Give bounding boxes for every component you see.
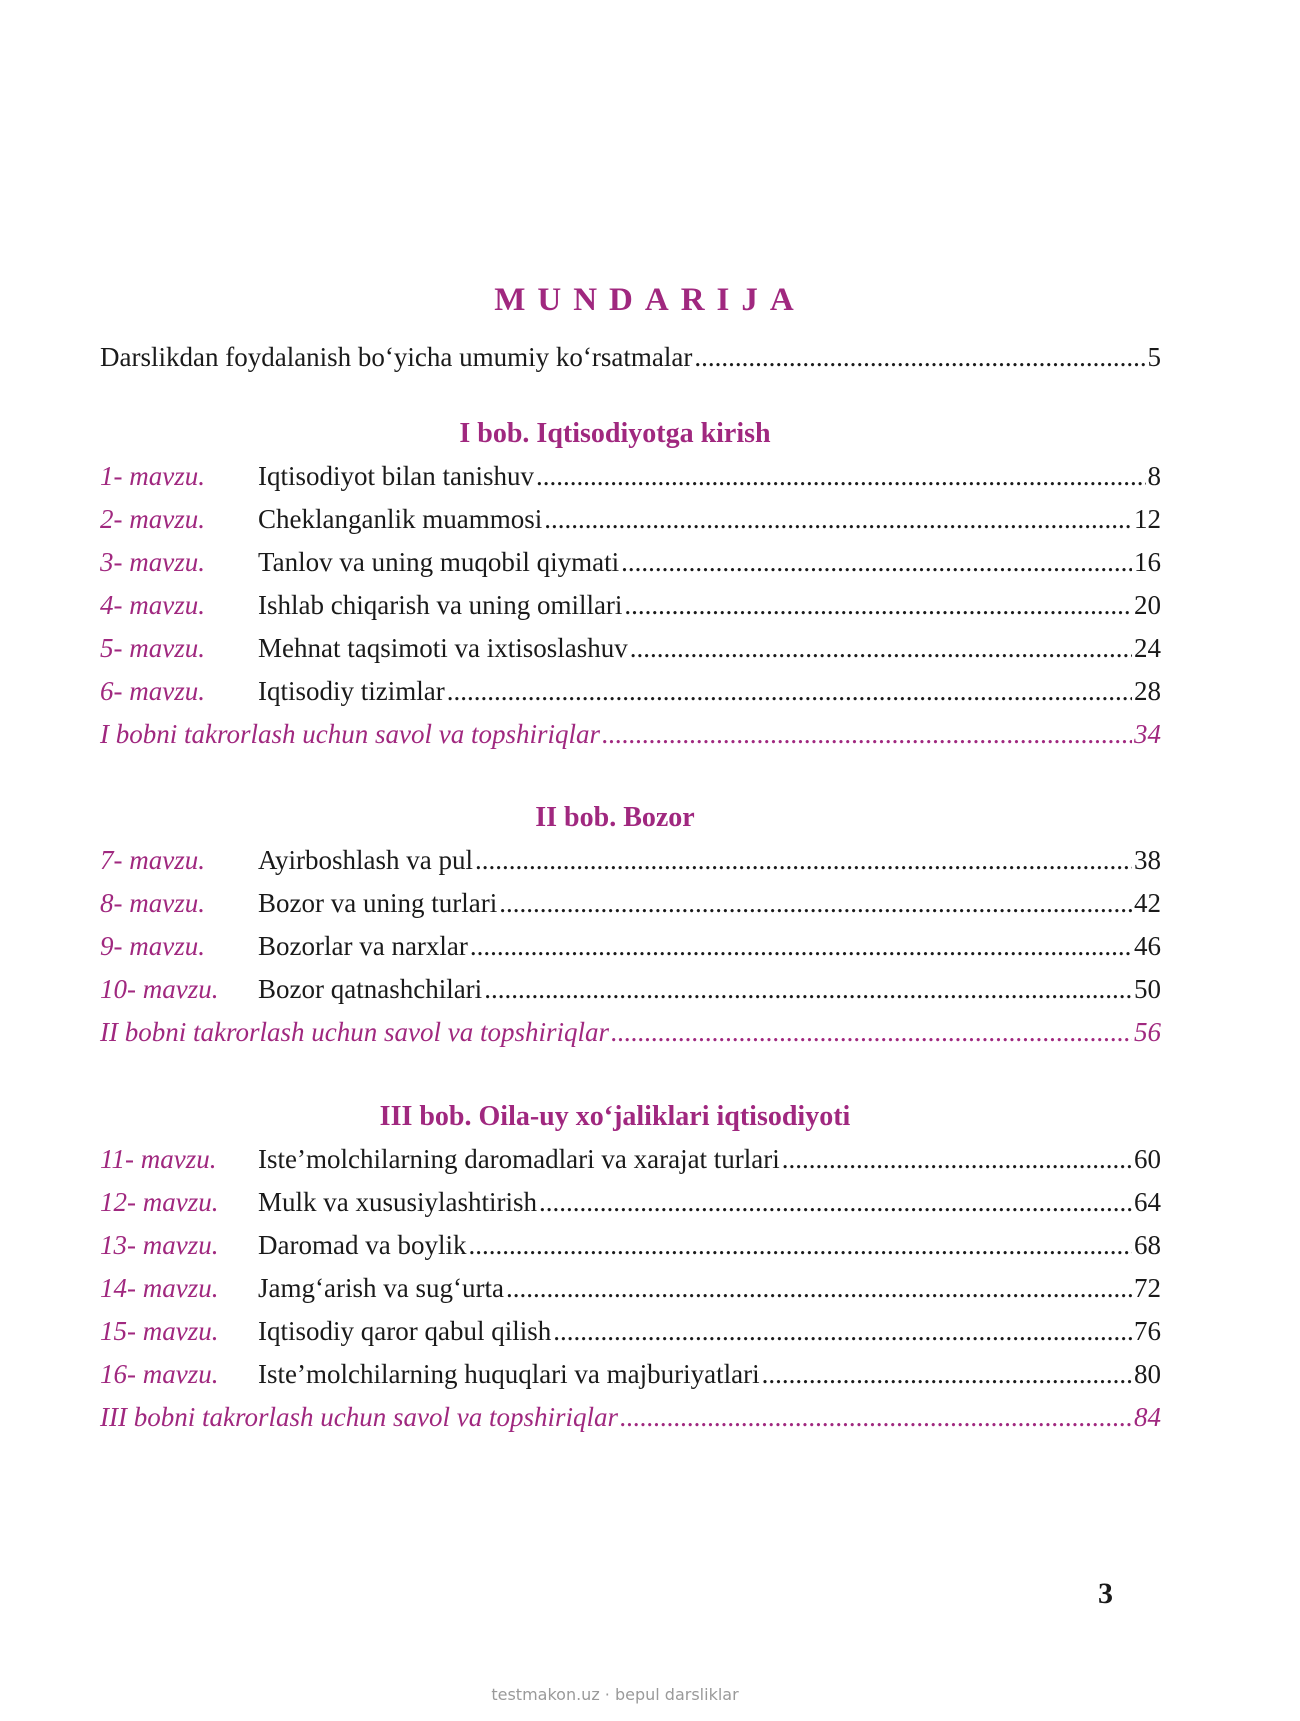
leader-dots (506, 1271, 1132, 1305)
topic-number: 8- mavzu. (100, 888, 205, 918)
leader-dots (620, 1400, 1132, 1434)
topic-number: 11- mavzu. (100, 1144, 217, 1174)
leader-dots (484, 972, 1132, 1006)
toc-intro-page: 5 (1147, 342, 1161, 372)
topic-title: Iqtisodiy tizimlar (258, 676, 445, 706)
topic-page: 60 (1134, 1144, 1161, 1174)
footer-watermark: testmakon.uz · bepul darsliklar (491, 1685, 739, 1704)
leader-dots (499, 886, 1132, 920)
leader-dots (694, 340, 1145, 374)
leader-dots (611, 1015, 1132, 1049)
toc-topic (100, 1185, 1161, 1219)
toc-topic (100, 1228, 1161, 1262)
chapter-heading-3: III bob. Oila-uy xo‘jaliklari iqtisodiyoti (379, 1101, 851, 1132)
toc-topic (100, 1142, 1161, 1176)
topic-page: 20 (1134, 590, 1161, 620)
topic-number: 16- mavzu. (100, 1359, 219, 1389)
topic-title: Cheklanganlik muammosi (258, 504, 543, 534)
toc-topic (100, 545, 1161, 579)
leader-dots (468, 1228, 1132, 1262)
leader-dots (621, 545, 1132, 579)
leader-dots (624, 588, 1132, 622)
toc-topic (100, 1357, 1161, 1391)
topic-number: 14- mavzu. (100, 1273, 219, 1303)
topic-title: Iqtisodiyot bilan tanishuv (258, 461, 534, 491)
topic-title: Bozor qatnashchilari (258, 974, 483, 1004)
review-page: 56 (1134, 1017, 1161, 1047)
leader-dots (762, 1357, 1132, 1391)
topic-title: Iqtisodiy qaror qabul qilish (258, 1316, 552, 1346)
review-title: III bobni takrorlash uchun savol va topshiriqlar (100, 1402, 618, 1432)
topic-page: 76 (1134, 1316, 1161, 1346)
toc-topic (100, 1314, 1161, 1348)
review-page: 84 (1134, 1402, 1161, 1432)
toc-topic (100, 588, 1161, 622)
topic-title: Ishlab chiqarish va uning omillari (258, 590, 623, 620)
toc-review (100, 717, 1161, 751)
toc-topic (100, 674, 1161, 708)
toc-topic (100, 972, 1161, 1006)
topic-title: Iste’molchilarning huquqlari va majburiyatlari (258, 1359, 760, 1389)
topic-title: Iste’molchilarning daromadlari va xarajat turlari (258, 1144, 780, 1174)
toc-review (100, 1400, 1161, 1434)
topic-page: 72 (1134, 1273, 1161, 1303)
topic-page: 64 (1134, 1187, 1161, 1217)
review-title: I bobni takrorlash uchun savol va topshiriqlar (100, 719, 600, 749)
topic-number: 10- mavzu. (100, 974, 219, 1004)
topic-page: 46 (1134, 931, 1161, 961)
topic-page: 80 (1134, 1359, 1161, 1389)
topic-number: 15- mavzu. (100, 1316, 219, 1346)
leader-dots (782, 1142, 1132, 1176)
leader-dots (475, 843, 1132, 877)
leader-dots (630, 631, 1132, 665)
topic-title: Mehnat taqsimoti va ixtisoslashuv (258, 633, 628, 663)
topic-page: 42 (1134, 888, 1161, 918)
topic-title: Jamg‘arish va sug‘urta (258, 1273, 504, 1303)
toc-topic (100, 886, 1161, 920)
toc-topic (100, 459, 1161, 493)
topic-page: 16 (1134, 547, 1161, 577)
topic-number: 13- mavzu. (100, 1230, 219, 1260)
leader-dots (602, 717, 1132, 751)
toc-topic (100, 1271, 1161, 1305)
chapter-heading-1: I bob. Iqtisodiyotga kirish (459, 418, 771, 449)
toc-intro-text: Darslikdan foydalanish bo‘yicha umumiy ko‘rsatmalar (100, 342, 693, 372)
leader-dots (536, 459, 1146, 493)
topic-number: 3- mavzu. (100, 547, 205, 577)
topic-title: Tanlov va uning muqobil qiymati (258, 547, 620, 577)
leader-dots (447, 674, 1132, 708)
chapter-heading-2: II bob. Bozor (535, 802, 695, 833)
toc-topic (100, 929, 1161, 963)
topic-number: 5- mavzu. (100, 633, 205, 663)
topic-title: Mulk va xususiylashtirish (258, 1187, 538, 1217)
review-title: II bobni takrorlash uchun savol va topshiriqlar (100, 1017, 609, 1047)
toc-topic (100, 843, 1161, 877)
review-page: 34 (1134, 719, 1161, 749)
toc-topic (100, 631, 1161, 665)
toc-review (100, 1015, 1161, 1049)
topic-title: Ayirboshlash va pul (258, 845, 473, 875)
page-title: MUNDARIJA (494, 282, 806, 318)
topic-number: 7- mavzu. (100, 845, 205, 875)
leader-dots (470, 929, 1132, 963)
topic-title: Bozor va uning turlari (258, 888, 498, 918)
topic-number: 12- mavzu. (100, 1187, 219, 1217)
page-number: 3 (1098, 1577, 1113, 1610)
topic-title: Bozorlar va narxlar (258, 931, 468, 961)
topic-page: 24 (1134, 633, 1161, 663)
topic-page: 38 (1134, 845, 1161, 875)
topic-page: 50 (1134, 974, 1161, 1004)
topic-page: 68 (1134, 1230, 1161, 1260)
topic-number: 6- mavzu. (100, 676, 205, 706)
topic-page: 8 (1147, 461, 1161, 491)
topic-number: 4- mavzu. (100, 590, 205, 620)
leader-dots (539, 1185, 1132, 1219)
topic-number: 2- mavzu. (100, 504, 205, 534)
toc-topic (100, 502, 1161, 536)
leader-dots (553, 1314, 1132, 1348)
topic-page: 28 (1134, 676, 1161, 706)
toc-intro (100, 340, 1161, 374)
topic-number: 1- mavzu. (100, 461, 205, 491)
topic-number: 9- mavzu. (100, 931, 205, 961)
topic-page: 12 (1134, 504, 1161, 534)
topic-title: Daromad va boylik (258, 1230, 467, 1260)
leader-dots (544, 502, 1132, 536)
